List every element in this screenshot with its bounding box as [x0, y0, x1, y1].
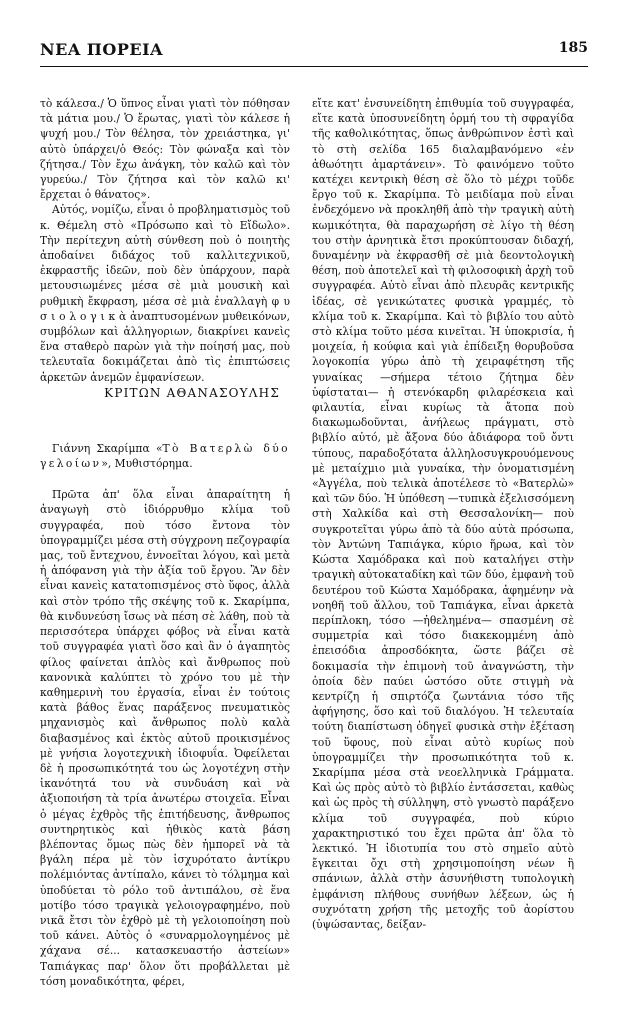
section-spacer [40, 401, 290, 441]
left-column [40, 96, 290, 989]
review-heading-prefix: Γιάννη Σκαρίμπα « [52, 441, 163, 455]
journal-page [40, 40, 588, 1010]
paragraph-left-3: Πρῶτα ἀπ' ὅλα εἶναι ἀπαραίτητη ἡ ἀναγωγὴ στὸ ἰδιόρρυθμο κλίμα τοῦ συγγραφέα, ποὺ τόσο ἔντονα τὸν ὑπογραμμίζει μέσα στὴ σύγχρονη πεζογραφία μας, τοῦ ἔντεχνου, ἐννοεῖται λόγου, καὶ μετὰ ἡ ἀπόφανση γιὰ τὴν ἀξία τοῦ ἔργου. Ἂν δὲν εἶναι κανεὶς κατατοπισμένος στὸ ὕφος, ἀλλὰ καὶ στὸν τρόπο τῆς σκέψης τοῦ κ. Σκαρίμπα, θὰ κινδυνεύση ἴσως νὰ πέση σὲ λάθη, ποὺ τὰ περισσότερα ὑπάρχει φόβος νὰ εἶναι κατὰ τοῦ συγγραφέα γιατὶ ὅσο καὶ ἂν ὁ ἀγαπητὸς φίλος φαίνεται ἁπλὸς καὶ ἄνθρωπος ποὺ κανονικὰ καλύπτει τὸ χρόνο του μὲ τὴν καθημερινὴ του ἐργασία, εἶναι ἐν τούτοις κατὰ βάθος ἕνας παράξενος πνευματικὸς μηχανισμὸς καὶ ἄνθρωπος πολὺ καλὰ διαβασμένος καὶ ἐκτὸς αὐτοῦ προικισμένος μὲ γνήσια λογοτεχνικὴ ἰδιοφυΐα. Ὀφείλεται δὲ ἡ προσωπικότητά του ὡς λογοτέχνη στὴν ἱκανότητά του νὰ συνδυάση καὶ νὰ ἀξιοποιήση τὰ τρία ἀνωτέρω στοιχεῖα. Εἶναι ὁ μέγας ἐχθρὸς τῆς ἐπιτήδευσης, ἄνθρωπος συντηρητικὸς καὶ ἠθικὸς κατὰ βάση βλέποντας ὅμως πὼς δὲν ἠμπορεῖ νὰ τὰ βγάλη πέρα μὲ τὸν ἰσχυρότατο ἀντίκρυ πολέμιόντας ἀντίπαλο, κάνει τὸ τόλμημα καὶ ὑποδύεται τὸ ρόλο τοῦ ἀντιπάλου, σὲ ἕνα μοτίβο τόσο τραγικὰ γελοιογραφημένο, ποὺ νικᾶ ἔτσι τὸν ἐχθρὸ μὲ τὴ γελοιοποίηση ποὺ τοῦ κάνει. Αὐτὸς ὁ «συναρμολογημένος μὲ χάχανα σέ... κατασκευαστήο ἀστείων» Ταπιάγκας παρ' ὅλον ὅτι προβάλλεται μὲ τόση μοναδικότητα, φέρει, [40, 488, 290, 988]
paragraph-left-2: Αὐτός, νομίζω, εἶναι ὁ προβληματισμὸς τοῦ κ. Θέμελη στὸ «Πρόσωπο καὶ τὸ Εἴδωλο». Τὴν περίτεχνη αὐτὴ σύνθεση ποὺ ὁ ποιητὴς ἀποδαίνει διδάχος τοῦ καλλιτεχνικοῦ, ἐκφραστῆς ἰδεῶν, ποὺ δὲν ὑπάρχουν, παρὰ μετουσιωμένες μέσα σὲ μιὰ μουσικὴ καὶ ρυθμικὴ ἔκφραση, μέσα σὲ μιὰ ἐναλλαγὴ φ υ σ ι ο λ ο γ ι κ ὰ ἀναπτυσομένων μυθεικόνων, συμβόλων καὶ ἀλληγοριων, διακρίνει κανεὶς ἕνα σταθερὸ παρὼν γιὰ τὴν ποίησή μας, ποὺ τελευταῖα δοκιμάζεται ἀπὸ τὶς ἐπιπτώσεις ἀρκετῶν ἀνεμῶν ἐμφανίσεων. [40, 203, 290, 384]
heading-spacer [40, 471, 290, 487]
review-heading-suffix: », Μυθιστόρημα. [101, 457, 193, 471]
review-heading [40, 441, 290, 471]
page-number: 185 [558, 40, 588, 56]
page-header [40, 40, 588, 64]
right-column [312, 96, 574, 932]
paragraph-left-1: τὸ κάλεσα./ Ὁ ὕπνος εἶναι γιατὶ τὸν πόθησαν τὰ μάτια μου./ Ὁ ἔρωτας, γιατὶ τὸν κάλεσε ἡ ψυχή μου./ Τὸν θέλησα, τὸν χρειάστηκα, γι' αὐτὸ ὑπάρχει/ὁ Θεός: Τὸν φώναξα καὶ τὸν ζήτησα./ Τὸν ἔχω ἀνάγκη, τὸν καλῶ καὶ τὸν γυρεύω./ Τὸν ζήτησα καὶ τὸν καλῶ κι' ἔρχεται ὁ θάνατος». [40, 97, 290, 202]
journal-title: ΝΕΑ ΠΟΡΕΙΑ [40, 40, 163, 59]
author-signature: ΚΡΙΤΩΝ ΑΘΑΝΑΣΟΥΛΗΣ [104, 385, 280, 400]
header-rule [40, 66, 588, 67]
paragraph-right-1: εἴτε κατ' ἐνσυνείδητη ἐπιθυμία τοῦ συγγραφέα, εἴτε κατὰ ὑποσυνείδητη ὁρμή του τὴ σφραγίδα τῆς καθολικότητας, ὅπως ἀνθρώπινον ἐστὶ καὶ τὸ στὴ σελίδα 165 διαλαμβανόμενο «ἐν ἀθωότητι ἁμαρτάνειν». Τὸ φαινόμενο τοῦτο κατέχει κεντρικὴ θέση σὲ ὅλο τὸ μέχρι τοῦδε ἔργο τοῦ κ. Σκαρίμπα. Τὸ μειδίαμα ποὺ εἶναι ἐνδεχόμενο νὰ προκληθῆ ἀπὸ τὴν τραγικὴ αὐτὴ κωμικότητα, θὰ παραχωρήση σὲ λίγο τὴ θέση του στὴν ἀρνητικὰ ἔτσι προκύπτουσαν διδαχή, δυναμένην νὰ ἐκφρασθῆ σὲ μιὰ δεοντολογικὴ θέση, ποὺ ἀποτελεῖ καὶ τὴ φιλοσοφικὴ ἀρχὴ τοῦ συγγραφέα. Αὐτὸ εἶναι ἀπὸ πλευρᾶς κεντρικῆς ἰδέας, σὲ γενικώτατες φυσικὰ γραμμές, τὸ κλίμα τοῦ κ. Σκαρίμπα. Καὶ τὸ βιβλίο του αὐτὸ στὸ κλίμα τοῦτο μέσα κινεῖται. Ἡ ὑποκρισία, ἡ μοιχεία, ἡ κούφια καὶ γιὰ ἐπίδειξη θορυβοῦσα λογοκοπία γύρω ἀπὸ τὴ χειραφέτηση τῆς γυναίκας —σήμερα τέτοιο ζήτημα δὲν ὑφίσταται— ἡ στενόκαρδη φιλαρέσκεια καὶ φιλαυτία, εἶναι κυρίως τὰ ἄτοπα ποὺ διακωμωδοῦνται, ἀνήλεως πράγματι, στὸ βιβλίο αὐτό, μὲ ἄξονα δύο ἀδιάφορα τοῦ ὄντι τύπους, παραδοξότατα ἀλληλοσυγκρουόμενους μὲ μεταίχμιο μιὰ γυναίκα, τὴν ὀνοματισμένη «Ἀγγέλα, ποὺ τελικὰ ἀποτέλεσε τὸ «Βατερλὼ» καὶ τῶν δύο. Ἡ ὑπόθεση —τυπικὰ ἐξελισσόμενη στὴ Χαλκίδα καὶ στὴ Θεσσαλονίκη— ποὺ συγκροτεῖται γύρω ἀπὸ τὰ δύο αὐτὰ πρόσωπα, τὸν Ἀντώνη Ταπιάγκα, κύριο ἥρωα, καὶ τὸν Κώστα Χαμόδρακα καὶ ποὺ καταλήγει στὴν τραγικὴ αὐτοκαταδίκη καὶ τῶν δύο, ἐμφανὴ τοῦ δευτέρου τοῦ Κώστα Χαμόδρακα, ἀφημένην νὰ νοηθῆ τοῦ ἄλλου, τοῦ Ταπιάγκα, εἶναι ἀρκετὰ περίπλοκη, τόσο —ἠθελημένα— σπασμένη σὲ συμμετρία καὶ τόσο διακεκομμένη ἀπὸ ἐπεισόδια ἀπροσδόκητα, ὥστε βάζει σὲ δοκιμασία τὴν ἐπιμονὴ τοῦ ἀναγνώστη, τὴν ὁποία δὲν παύει ὡστόσο οὔτε στιγμὴ νὰ κεντρίζη ἡ σπιρτόζα ζωντάνια τόσο τῆς ἀφήγησης, ὅσο καὶ τοῦ διαλόγου. Ἡ τελευταία τούτη διαπίστωση ὁδηγεῖ φυσικὰ στὴν ἐξέταση τοῦ ὕφους, ποὺ εἶναι αὐτὸ κυρίως ποὺ ὑπογραμμίζει τὴν προσωπικότητα τοῦ κ. Σκαρίμπα μέσα στὰ νεοελληνικὰ Γράμματα. Καὶ ὡς πρὸς αὐτὸ τὸ βιβλίο ἐντάσσεται, καθὼς καὶ ὡς πρὸς τὴ σύλληψη, στὸ γνωστὸ παράξενο κλίμα τοῦ συγγραφέα, ποὺ κύριο χαρακτηριστικό του ἔχει πρῶτα ἀπ' ὅλα τὸ λεκτικό. Ἡ ἰδιοτυπία του στὸ σημεῖο αὐτὸ ἔγκειται ὄχι στὴ χρησιμοποίηση νέων ἢ σπάνιων, ἀλλὰ στὴν ἀσυνήθιστη τυπολογικὴ ἐμφάνιση πλήθους συνήθων λέξεων, ὡς ἡ συχνότατη χρήση τῆς μετοχῆς τοῦ ἀορίστου (ὑψώσαντας, δείξαν- [312, 97, 574, 931]
review-book-title: Τὸ Βατερλὼ δύο γελοίων [40, 441, 290, 471]
